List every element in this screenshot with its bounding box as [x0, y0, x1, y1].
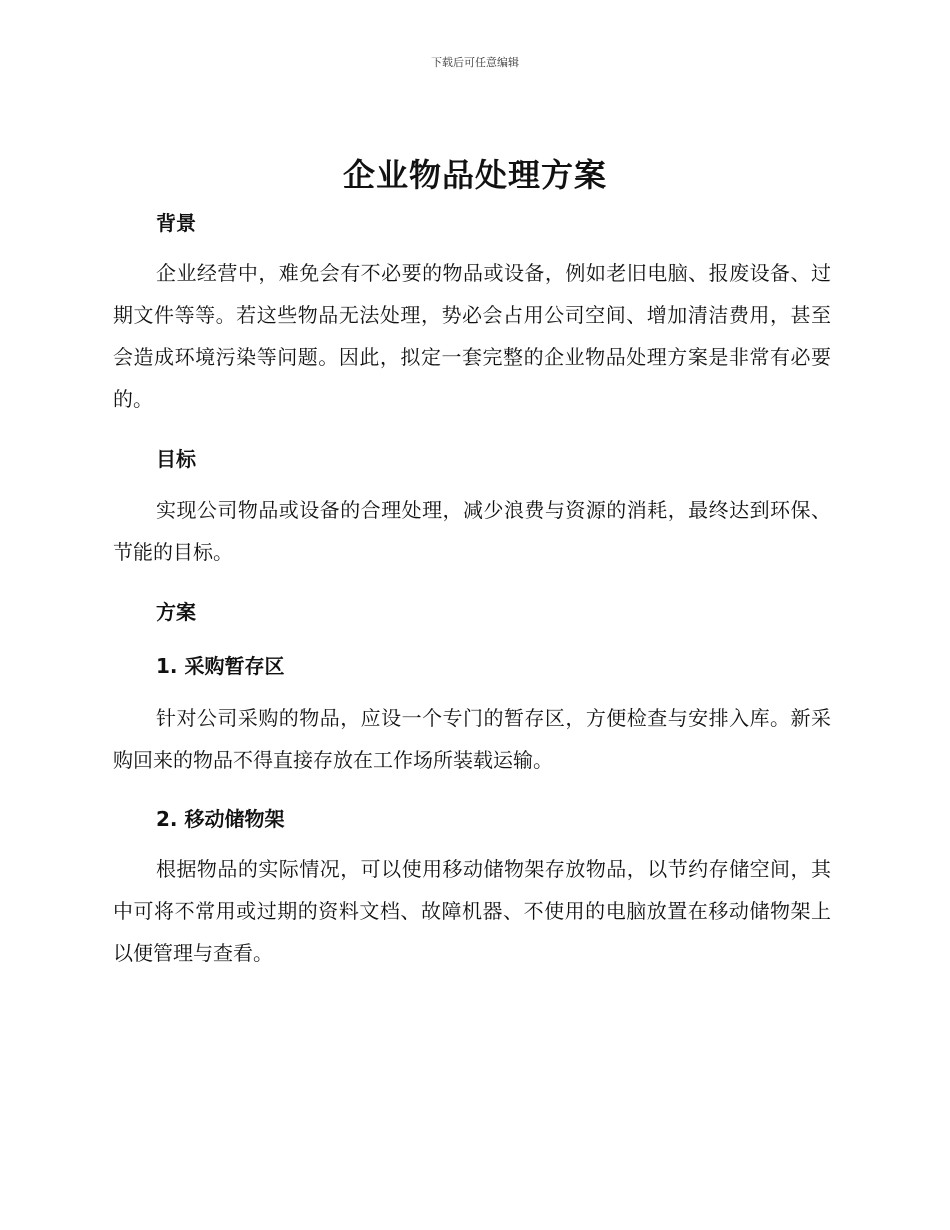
document-title: 企业物品处理方案	[342, 156, 607, 194]
plan-item-text-2: 根据物品的实际情况，可以使用移动储物架存放物品，以节约存储空间，其中可将不常用或过期的资料文档、故障机器、不使用的电脑放置在移动储物架上以便管理与查看。	[113, 857, 831, 965]
section-text-background: 企业经营中，难免会有不必要的物品或设备，例如老旧电脑、报废设备、过期文件等等。若这些物品无法处理，势必会占用公司空间、增加清洁费用，甚至会造成环境污染等问题。因此，拟定一套完整的企业物品处理方案是非常有必要的。	[113, 261, 831, 411]
header-note: 下载后可任意编辑	[431, 56, 519, 69]
plan-item-text-1: 针对公司采购的物品，应设一个专门的暂存区，方便检查与安排入库。新采购回来的物品不得直接存放在工作场所装载运输。	[113, 706, 831, 772]
section-text-goal: 实现公司物品或设备的合理处理，减少浪费与资源的消耗，最终达到环保、节能的目标。	[113, 498, 831, 564]
section-heading-goal: 目标	[156, 447, 196, 471]
section-heading-plan: 方案	[156, 600, 196, 624]
section-heading-background: 背景	[156, 211, 196, 235]
plan-item-heading-1: 1. 采购暂存区	[156, 654, 285, 678]
plan-item-heading-2: 2. 移动储物架	[156, 807, 285, 831]
